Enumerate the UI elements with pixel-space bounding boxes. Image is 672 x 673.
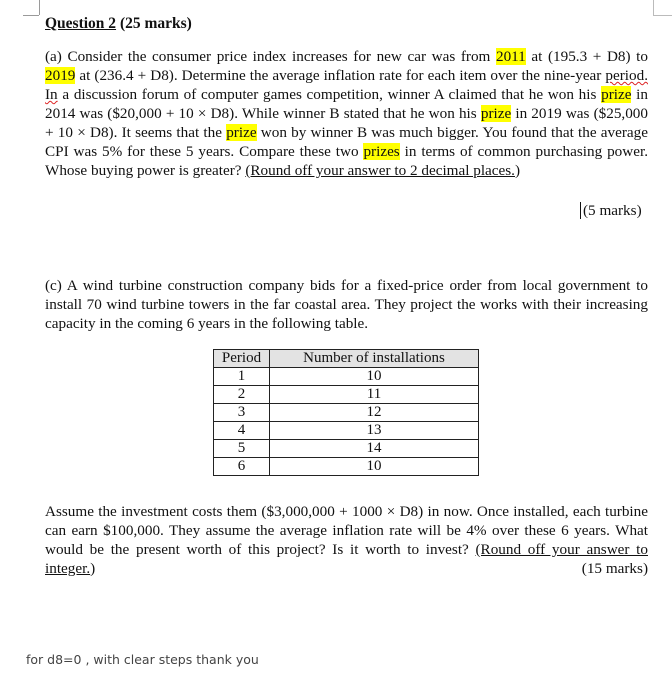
column-header: Number of installations	[270, 350, 479, 368]
highlighted-word: prizes	[363, 143, 400, 160]
count-cell: 10	[270, 368, 479, 386]
period-cell: 4	[214, 422, 270, 440]
highlighted-word: prize	[601, 86, 632, 103]
column-header: Period	[214, 350, 270, 368]
count-cell: 10	[270, 458, 479, 476]
question-heading	[45, 15, 192, 33]
part-a-paragraph	[45, 47, 648, 180]
part-a-text: )	[514, 162, 521, 179]
part-d-text: )	[90, 560, 96, 577]
table-row	[214, 440, 479, 458]
part-d-paragraph	[45, 502, 648, 578]
table-row	[214, 422, 479, 440]
table-row	[214, 458, 479, 476]
count-cell: 13	[270, 422, 479, 440]
highlighted-year: 2011	[495, 48, 526, 65]
period-cell: 3	[214, 404, 270, 422]
part-a-text: in 2014 was ($20,000 + 10 × D8). While winner B stated that he won his	[45, 86, 648, 122]
highlighted-word: prize	[480, 105, 512, 122]
part-d-marks: (15 marks)	[581, 560, 648, 577]
page-corner-mark	[39, 0, 40, 15]
part-a-text: (a) Consider the consumer price index increases for new car was from	[45, 48, 496, 65]
count-cell: 11	[270, 386, 479, 404]
period-cell: 6	[214, 458, 270, 476]
part-c-paragraph: (c) A wind turbine construction company bids for a fixed-price order from local government to install 70 wind turbine towers in the far coastal area. They project the works with their increasing capacity in the coming 6 years in the following table.	[45, 277, 648, 332]
part-a-text: in 2019 was ($25,000 + 10 × D8). It seems that the	[45, 105, 648, 141]
question-label: Question 2	[45, 15, 117, 32]
part-a-text: at (195.3 + D8) to	[525, 48, 648, 65]
page-corner-mark	[653, 0, 654, 15]
spellcheck-word: period.	[605, 67, 648, 84]
part-a-text: won by winner B was much bigger. You found that the average CPI was 5% for these 5 years. Compare these two	[45, 124, 648, 160]
count-cell: 14	[270, 440, 479, 458]
part-d-text: Assume the investment costs them ($3,000,000 + 1000 × D8) in now. Once installed, each turbine can earn $100,000. They assume the average inflation rate will be 4% over these 6 years. What would be the present worth of this project? Is it worth to invest?	[45, 503, 648, 558]
count-cell: 12	[270, 404, 479, 422]
round-off-instruction: (Round off your answer to 2 decimal places.	[245, 162, 515, 179]
period-cell: 1	[214, 368, 270, 386]
spellcheck-word: In	[45, 86, 58, 103]
table-header-row	[214, 350, 479, 368]
page-corner-mark	[653, 15, 672, 16]
table-row	[214, 386, 479, 404]
table-row	[214, 368, 479, 386]
part-a-text: at (236.4 + D8). Determine the average inflation rate for each item over the nine-year	[75, 67, 606, 84]
installations-table	[213, 349, 479, 476]
period-cell: 5	[214, 440, 270, 458]
part-a-text: a discussion forum of computer games competition, winner A claimed that he won his	[57, 86, 602, 103]
part-a-marks: (5 marks)	[580, 202, 642, 220]
user-note: for d8=0 , with clear steps thank you	[26, 652, 259, 667]
question-marks: (25 marks)	[119, 15, 192, 32]
highlighted-year: 2019	[45, 67, 76, 84]
highlighted-word: prize	[226, 124, 257, 141]
period-cell: 2	[214, 386, 270, 404]
round-off-instruction: (Round off your answer to integer.	[45, 541, 648, 577]
part-a-text: in terms of common purchasing power. Whose buying power is greater?	[45, 143, 648, 179]
page-corner-mark	[23, 15, 39, 16]
table-row	[214, 404, 479, 422]
